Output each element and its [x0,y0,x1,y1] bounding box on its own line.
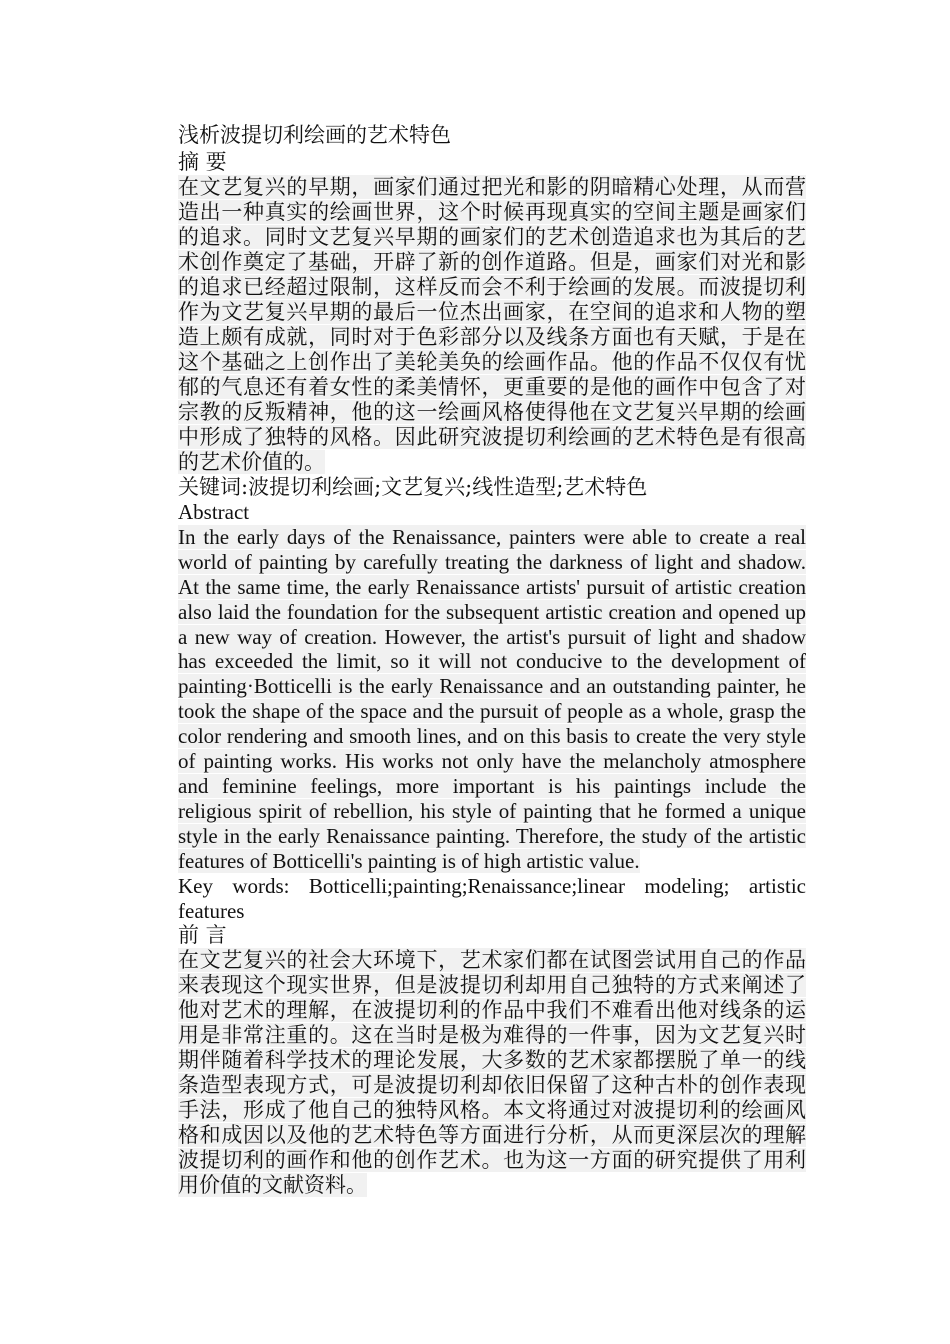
abstract-en-text: In the early days of the Renaissance, painters were able to create a real world of painting by carefully treating the darkness of light and shadow. At the same time, the early Renaissance artists' pursuit of artistic creation also laid the foundation for the subsequent artistic creation and opened up a new way of creation. However, the artist's pursuit of light and shadow has exceeded the limit, so it will not conducive to the development of painting·Botticelli is the early Renaissance and an outstanding painter, he took the shape of the space and the pursuit of people as a whole, grasp the color rendering and smooth lines, and on this basis to create the very style of painting works. His works not only have the melancholy atmosphere and feminine feelings, more important is his paintings include the religious spirit of rebellion, his style of painting that he formed a unique style in the early Renaissance painting. Therefore, the study of the artistic features of Botticelli's painting is of high artistic value. [178,524,806,873]
abstract-zh-paragraph [178,175,806,475]
document-title: 浅析波提切利绘画的艺术特色 [178,123,451,147]
abstract-heading-en: Abstract [178,500,250,524]
keywords-zh: 关键词:波提切利绘画;文艺复兴;线性造型;艺术特色 [178,475,648,499]
preface-paragraph [178,948,806,1198]
abstract-heading-zh: 摘 要 [178,150,227,174]
keywords-en: Key words: Botticelli;painting;Renaissance;linear modeling; artistic features [178,873,806,923]
document-page [178,121,806,1198]
abstract-en-paragraph [178,525,806,874]
preface-text: 在文艺复兴的社会大环境下，艺术家们都在试图尝试用自己的作品来表现这个现实世界，但是波提切利却用自己独特的方式来阐述了他对艺术的理解，在波提切利的作品中我们不难看出他对线条的运用是非常注重的。这在当时是极为难得的一件事，因为文艺复兴时期伴随着科学技术的理论发展，大多数的艺术家都摆脱了单一的线条造型表现方式，可是波提切利却依旧保留了这种古朴的创作表现手法，形成了他自己的独特风格。本文将通过对波提切利的绘画风格和成因以及他的艺术特色等方面进行分析，从而更深层次的理解波提切利的画作和他的创作艺术。也为这一方面的研究提供了用利用价值的文献资料。 [178,948,806,1198]
preface-heading: 前 言 [178,923,227,948]
abstract-zh-text: 在文艺复兴的早期，画家们通过把光和影的阴暗精心处理，从而营造出一种真实的绘画世界，这个时候再现真实的空间主题是画家们的追求。同时文艺复兴早期的画家们的艺术创造追求也为其后的艺术创作奠定了基础，开辟了新的创作道路。但是，画家们对光和影的追求已经超过限制，这样反而会不利于绘画的发展。而波提切利作为文艺复兴早期的最后一位杰出画家，在空间的追求和人物的塑造上颇有成就，同时对于色彩部分以及线条方面也有天赋，于是在这个基础之上创作出了美轮美奂的绘画作品。他的作品不仅仅有忧郁的气息还有着女性的柔美情怀，更重要的是他的画作中包含了对宗教的反叛精神，他的这一绘画风格使得他在文艺复兴早期的绘画中形成了独特的风格。因此研究波提切利绘画的艺术特色是有很高的艺术价值的。 [178,175,806,474]
